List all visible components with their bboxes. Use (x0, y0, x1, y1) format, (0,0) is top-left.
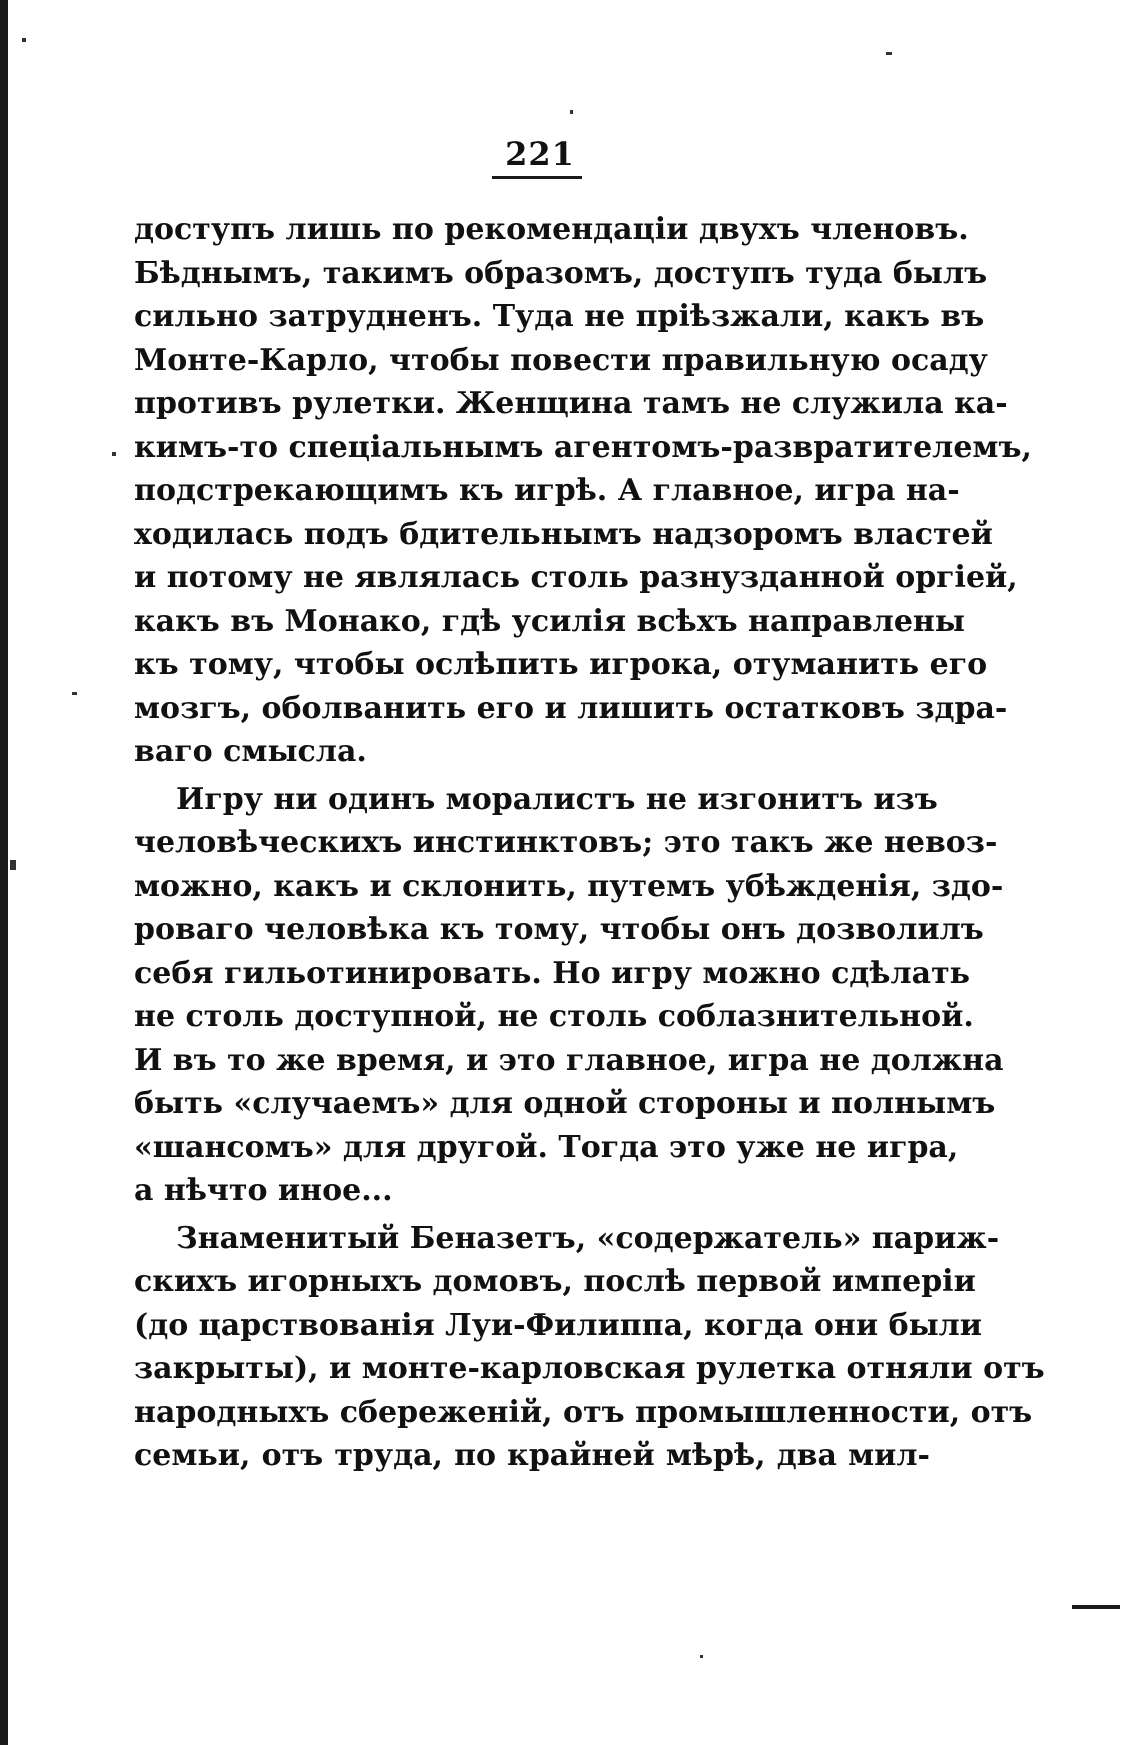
text-line: кимъ-то спецiальнымъ агентомъ-развратителемъ, (134, 429, 1032, 465)
scan-speck (886, 52, 892, 55)
page-number: 221 (505, 135, 575, 173)
text-line: не столь доступной, не столь соблазнительной. (134, 999, 974, 1034)
text-line: мозгъ, оболванить его и лишить остатковъ здра- (134, 690, 1008, 726)
page-number-underline (492, 176, 582, 179)
text-line: закрыты), и монте-карловская рулетка отняли отъ (134, 1351, 1045, 1386)
scan-speck (570, 110, 573, 114)
text-line: (до царствованiя Луи-Филиппа, когда они были (134, 1307, 983, 1343)
text-line: подстрекающимъ къ игрѣ. А главное, игра на- (134, 473, 960, 508)
text-line: семьи, отъ труда, по крайней мѣрѣ, два мил- (134, 1438, 930, 1473)
text-line: а нѣчто иное... (134, 1173, 393, 1208)
text-line: какъ въ Монако, гдѣ усилiя всѣхъ направлены (134, 603, 965, 639)
text-line: скихъ игорныхъ домовъ, послѣ первой имперiи (134, 1264, 976, 1299)
text-line: противъ рулетки. Женщина тамъ не служила ка- (134, 386, 1008, 421)
text-line: И въ то же время, и это главное, игра не должна (134, 1042, 1004, 1078)
text-line: къ тому, чтобы ослѣпить игрока, отуманить его (134, 647, 988, 682)
scan-speck (700, 1655, 703, 1658)
body-text (134, 208, 1045, 1478)
paragraph-2 (134, 778, 1004, 1213)
text-line: Игру ни одинъ моралистъ не изгонитъ изъ (176, 781, 938, 817)
scan-speck (10, 860, 16, 870)
text-line: сильно затрудненъ. Туда не прiѣзжали, какъ въ (134, 299, 985, 334)
text-line: себя гильотинировать. Но игру можно сдѣлать (134, 955, 971, 991)
text-line: человѣческихъ инстинктовъ; это такъ же невоз- (134, 825, 998, 860)
text-line: «шансомъ» для другой. Тогда это уже не игра, (134, 1129, 959, 1165)
text-line: ходилась подъ бдительнымъ надзоромъ властей (134, 516, 993, 552)
scan-speck (22, 38, 26, 42)
paragraph-1 (134, 208, 1032, 774)
text-line: роваго человѣка къ тому, чтобы онъ дозволилъ (134, 912, 984, 947)
text-line: и потому не являлась столь разнузданной оргiей, (134, 560, 1018, 595)
page-left-edge (0, 0, 8, 1745)
text-line: Бѣднымъ, такимъ образомъ, доступъ туда былъ (134, 255, 988, 291)
text-line: Монте-Карло, чтобы повести правильную осаду (134, 342, 988, 378)
text-line: народныхъ сбереженiй, отъ промышленности, отъ (134, 1394, 1033, 1430)
paragraph-3 (134, 1217, 1045, 1478)
text-line: ваго смысла. (134, 734, 367, 769)
text-line: можно, какъ и склонить, путемъ убѣжденiя, здо- (134, 868, 1004, 904)
text-line: Знаменитый Беназетъ, «содержатель» париж- (176, 1220, 1000, 1256)
scan-speck (112, 452, 116, 456)
margin-dash (1072, 1605, 1120, 1609)
text-line: быть «случаемъ» для одной стороны и полнымъ (134, 1086, 996, 1121)
text-line: доступъ лишь по рекомендацiи двухъ членовъ. (134, 212, 969, 247)
scan-speck (72, 692, 77, 695)
